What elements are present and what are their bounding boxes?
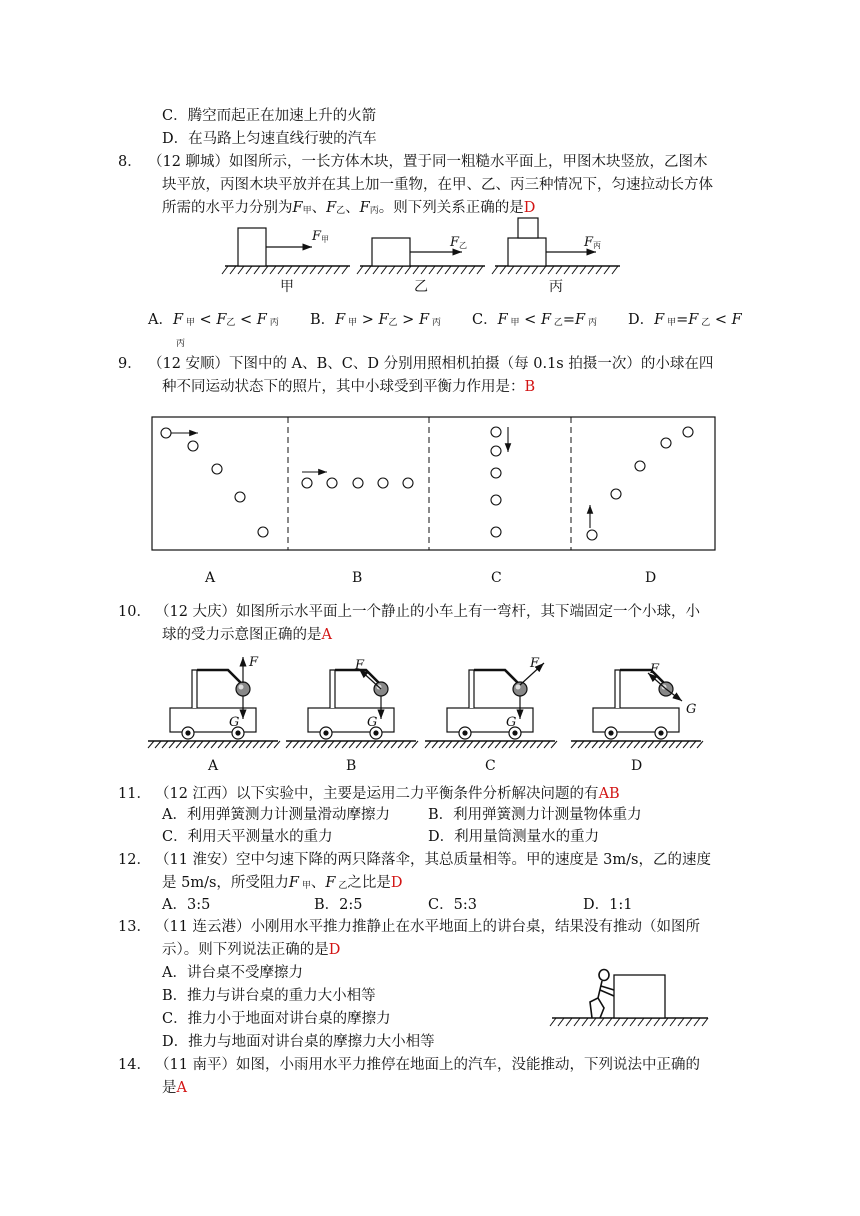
q11-option-c: C．利用天平测量水的重力: [162, 829, 333, 845]
q8-stem-line1: （12 聊城）如图所示，一长方体木块，置于同一粗糙水平面上，甲图木块竖放，乙图木: [148, 154, 708, 170]
q14-stem-line2: 是A: [162, 1080, 187, 1096]
q12-number: 12．: [118, 852, 151, 868]
q8-force-label-yi: F乙: [450, 235, 468, 250]
q12-answer: D: [390, 875, 403, 891]
q7-option-d: D．在马路上匀速直线行驶的汽车: [162, 131, 377, 147]
q9-label-b: B: [352, 570, 363, 586]
q14-answer: A: [176, 1080, 187, 1096]
q14-stem-line1: （11 南平）如图，小雨用水平力推停在地面上的汽车，没能推动，下列说法中正确的: [155, 1057, 701, 1073]
q9-stem-line2: 种不同运动状态下的照片，其中小球受到平衡力作用是：B: [162, 379, 536, 395]
q11-stem: （12 江西）以下实验中，主要是运用二力平衡条件分析解决问题的有AB: [155, 786, 620, 802]
q12-option-b: B．2:5: [314, 897, 363, 913]
q10-label-c: C: [485, 758, 496, 774]
q12-stem-line1: （11 淮安）空中匀速下降的两只降落伞，其总质量相等。甲的速度是 3m/s，乙的速度: [155, 852, 711, 868]
q8-option-a: A．F 甲 < F乙 < F 丙: [148, 312, 279, 328]
q10-force-label-f: F: [249, 655, 259, 670]
q13-option-b: B．推力与讲台桌的重力大小相等: [162, 988, 376, 1004]
q9-label-a: A: [205, 570, 216, 586]
q14-number: 14．: [118, 1057, 151, 1073]
q12-stem-line2: 是 5m/s，所受阻力F 甲、F 乙之比是D: [162, 875, 403, 891]
q9-label-c: C: [491, 570, 502, 586]
q13-answer: D: [328, 942, 341, 958]
q8-option-d: D．F 甲=F 乙 < F: [628, 312, 742, 328]
q10-force-label-f: F: [355, 658, 365, 673]
q9-label-d: D: [645, 570, 657, 586]
q10-label-d: D: [631, 758, 643, 774]
q8-answer: D: [523, 200, 536, 216]
q9-answer: B: [524, 379, 536, 395]
q10-label-b: B: [346, 758, 357, 774]
q12-option-d: D．1:1: [583, 897, 633, 913]
q10-number: 10．: [118, 604, 151, 620]
q13-option-c: C．推力小于地面对讲台桌的摩擦力: [162, 1011, 391, 1027]
q8-stem-line3: 所需的水平力分别为F甲、F乙、F丙。则下列关系正确的是D: [162, 200, 536, 216]
q10-force-label-g: G: [506, 715, 517, 730]
q8-number: 8．: [118, 154, 142, 170]
q8-option-c: C．F 甲 < F 乙=F 丙: [472, 312, 597, 328]
q12-option-c: C．5:3: [428, 897, 477, 913]
q11-option-d: D．利用量筒测量水的重力: [428, 829, 600, 845]
q10-stem-line1: （12 大庆）如图所示水平面上一个静止的小车上有一弯杆，其下端固定一个小球，小: [155, 604, 701, 620]
q9-stem-line1: （12 安顺）下图中的 A、B、C、D 分别用照相机拍摄（每 0.1s 拍摄一次）的小球在四: [148, 356, 714, 372]
q13-option-d: D．推力与地面对讲台桌的摩擦力大小相等: [162, 1034, 435, 1050]
q13-number: 13．: [118, 919, 151, 935]
q7-option-c: C．腾空而起正在加速上升的火箭: [162, 108, 377, 124]
q10-force-label-g: G: [367, 715, 378, 730]
q8-stem-line2: 块平放，丙图木块平放并在其上加一重物，在甲、乙、丙三种情况下，匀速拉动长方体: [162, 177, 713, 193]
q11-option-a: A．利用弹簧测力计测量滑动摩擦力: [162, 807, 390, 823]
q10-force-label-g: G: [686, 702, 697, 717]
q8-label-bing: 丙: [549, 279, 563, 295]
q8-force-label-bing: F丙: [584, 235, 602, 250]
q8-option-b: B．F 甲 > F乙 > F 丙: [310, 312, 441, 328]
q10-answer: A: [321, 627, 332, 643]
q13-stem-line2: 示）。则下列说法正确的是D: [162, 942, 341, 958]
q11-number: 11．: [118, 786, 151, 802]
q11-answer: AB: [598, 786, 620, 802]
q10-force-label-f: F: [530, 656, 540, 671]
q11-option-b: B．利用弹簧测力计测量物体重力: [428, 807, 642, 823]
q10-stem-line2: 球的受力示意图正确的是A: [162, 627, 332, 643]
q10-label-a: A: [208, 758, 219, 774]
q8-label-jia: 甲: [280, 279, 294, 295]
q13-stem-line1: （11 连云港）小刚用水平推力推静止在水平地面上的讲台桌，结果没有推动（如图所: [155, 919, 701, 935]
q9-number: 9．: [118, 356, 142, 372]
q10-force-label-g: G: [229, 715, 240, 730]
q8-label-yi: 乙: [414, 279, 428, 295]
q12-option-a: A．3:5: [162, 897, 211, 913]
q13-option-a: A．讲台桌不受摩擦力: [162, 965, 303, 981]
q10-force-label-f: F: [650, 662, 660, 677]
q8-option-d-wrap: 丙: [176, 339, 186, 349]
q8-force-label-jia: F甲: [312, 229, 330, 244]
